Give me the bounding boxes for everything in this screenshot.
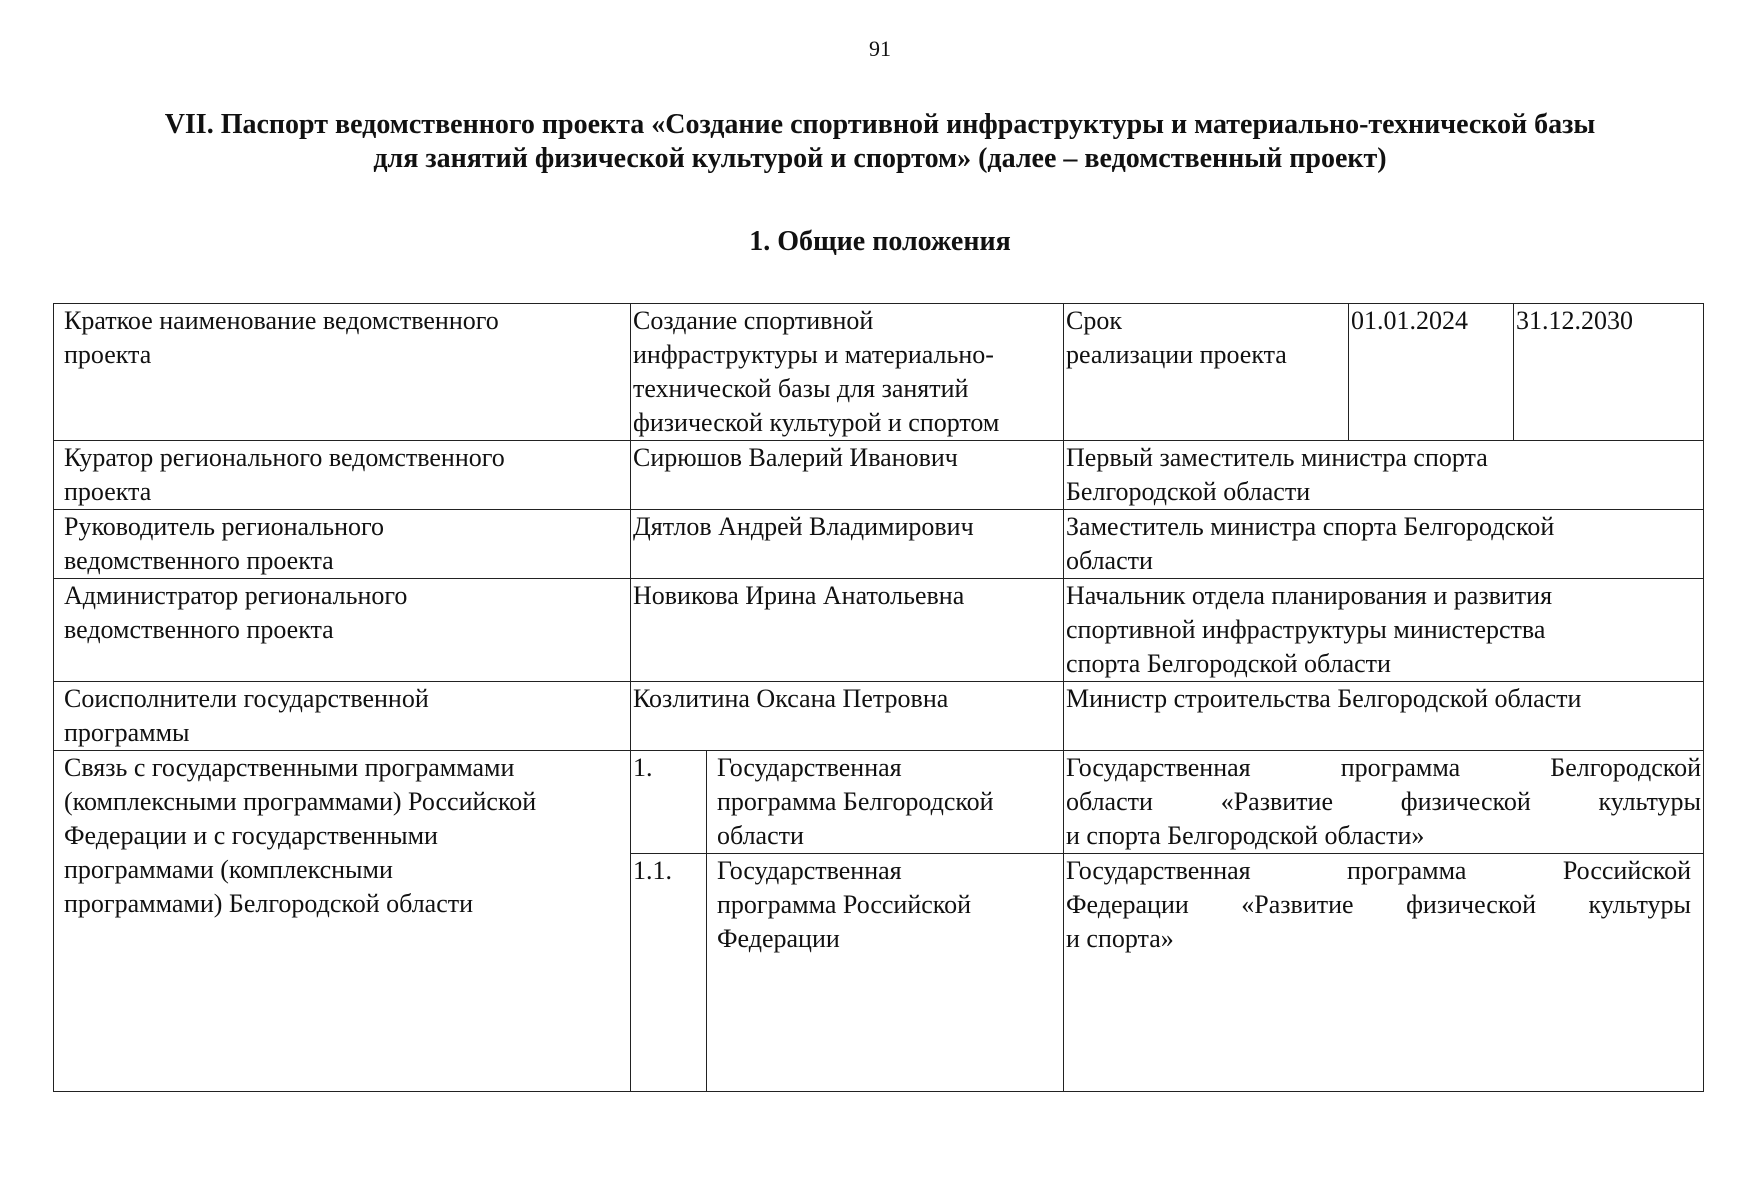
coexec-label: Соисполнители государственной программы	[54, 682, 631, 751]
section-title: 1. Общие положения	[749, 226, 1011, 257]
links-item-2-title: Государственная программа Российской Федерации «Развитие физической культуры и спорта»	[1064, 854, 1704, 1092]
term-label: Срок реализации проекта	[1064, 304, 1349, 441]
table-row-links-1	[54, 751, 1704, 854]
links-item-1-title: Государственная программа Белгородской области «Развитие физической культуры и спорта Белгородской области»	[1064, 751, 1704, 854]
table-row-curator	[54, 441, 1704, 510]
document-title-line-1: VII. Паспорт ведомственного проекта «Создание спортивной инфраструктуры и материально-технической базы	[164, 109, 1596, 140]
table-row-head	[54, 510, 1704, 579]
short-name-label: Краткое наименование ведомственного проекта	[54, 304, 631, 441]
short-name-value: Создание спортивной инфраструктуры и материально- технической базы для занятий физической культурой и спортом	[631, 304, 1064, 441]
head-position: Заместитель министра спорта Белгородской области	[1064, 510, 1704, 579]
curator-position: Первый заместитель министра спорта Белгородской области	[1064, 441, 1704, 510]
document-title	[60, 108, 1700, 176]
curator-label: Куратор регионального ведомственного проекта	[54, 441, 631, 510]
document-title-line-2: для занятий физической культурой и спортом» (далее – ведомственный проект)	[373, 143, 1387, 174]
passport-table	[53, 303, 1704, 1092]
links-item-2-type: Государственная программа Российской Федерации	[707, 854, 1064, 1092]
admin-position: Начальник отдела планирования и развития спортивной инфраструктуры министерства спорта Белгородской области	[1064, 579, 1704, 682]
head-label: Руководитель регионального ведомственного проекта	[54, 510, 631, 579]
links-item-1-number: 1.	[631, 751, 707, 854]
head-name: Дятлов Андрей Владимирович	[631, 510, 1064, 579]
end-date: 31.12.2030	[1514, 304, 1704, 441]
links-item-2-number: 1.1.	[631, 854, 707, 1092]
links-item-1-type: Государственная программа Белгородской области	[707, 751, 1064, 854]
table-row-short-name	[54, 304, 1704, 441]
curator-name: Сирюшов Валерий Иванович	[631, 441, 1064, 510]
admin-label: Администратор регионального ведомственного проекта	[54, 579, 631, 682]
table-row-admin	[54, 579, 1704, 682]
admin-name: Новикова Ирина Анатольевна	[631, 579, 1064, 682]
start-date: 01.01.2024	[1349, 304, 1514, 441]
coexec-name: Козлитина Оксана Петровна	[631, 682, 1064, 751]
page-number: 91	[869, 36, 891, 61]
coexec-position: Министр строительства Белгородской области	[1064, 682, 1704, 751]
table-row-coexec	[54, 682, 1704, 751]
links-label: Связь с государственными программами (комплексными программами) Российской Федерации и с государственными программами (комплексными программами) Белгородской области	[54, 751, 631, 1092]
